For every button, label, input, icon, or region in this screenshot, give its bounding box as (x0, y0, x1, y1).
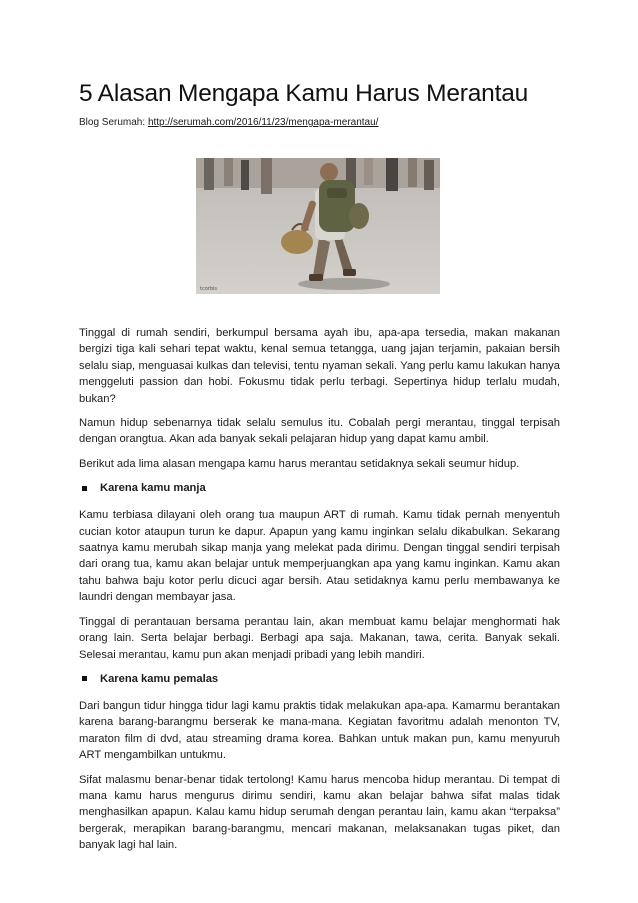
traveler-photo (196, 158, 440, 294)
source-label: Blog Serumah: (79, 117, 148, 128)
article-body (79, 325, 560, 862)
intro-paragraph-2: Namun hidup sebenarnya tidak selalu semulus itu. Cobalah pergi merantau, tinggal terpisah dengan orangtua. Akan ada banyak sekali pelajaran hidup yang dapat kamu ambil. (79, 417, 560, 446)
bullet-square-icon (82, 486, 87, 491)
page-title: 5 Alasan Mengapa Kamu Harus Merantau (79, 80, 529, 107)
section-paragraph: Sifat malasmu benar-benar tidak tertolong! Kamu harus mencoba hidup merantau. Di tempat di mana kamu harus mengurus dirimu sendiri, kamu akan belajar bahwa sifat malas tidak menghasilkan apapun. Kalau kamu hidup serumah dengan perantau lain, kamu akan “terpaksa” bergerak, merapikan barang-barangmu, mencari makanan, melaksanakan tugas piket, dan banyak lagi hal lain. (79, 773, 560, 852)
source-link[interactable]: http://serumah.com/2016/11/23/mengapa-merantau/ (147, 117, 379, 128)
section-heading-label: Karena kamu pemalas (100, 672, 219, 685)
source-line (79, 116, 560, 130)
section-paragraph: Kamu terbiasa dilayani oleh orang tua maupun ART di rumah. Kamu tidak pernah menyentuh cucian kotor ataupun turun ke dapur. Apapun yang kamu inginkan selalu dikabulkan. Sekarang saatnya kamu merubah sikap manja yang melekat pada dirimu. Dengan tinggal sendiri terpisah dari orang tua, kamu akan belajar untuk memperjuangkan apa yang kamu inginkan. Kamu akan tahu bahwa baju kotor perlu dicuci agar bersih. Atau setidaknya kamu perlu membawanya ke laundri dengan membayar jasa. (79, 509, 560, 604)
document-header (79, 78, 560, 130)
section-heading-pemalas (79, 671, 560, 687)
section-paragraph: Dari bangun tidur hingga tidur lagi kamu praktis tidak melakukan apa-apa. Kamarmu berantakan karena barang-barangmu berserak ke mana-mana. Kegiatan favoritmu adalah menonton TV, maraton film di dvd, atau streaming drama korea. Bahkan untuk makan pun, kamu menyuruh ART mengambilkan untukmu. (79, 699, 560, 762)
traveler-illustration (196, 158, 440, 294)
intro-paragraph-3: Berikut ada lima alasan mengapa kamu harus merantau setidaknya sekali seumur hidup. (79, 457, 520, 470)
image-watermark: tcorbis (200, 286, 217, 292)
bullet-square-icon (82, 676, 87, 681)
section-heading-manja (79, 480, 560, 496)
section-paragraph: Tinggal di perantauan bersama perantau lain, akan membuat kamu belajar menghormati hak orang lain. Serta belajar berbagi. Berbagi apa saja. Makanan, tawa, cerita. Banyak sekali. Selesai merantau, kamu pun akan menjadi pribadi yang lebih mandiri. (79, 615, 560, 661)
section-heading-label: Karena kamu manja (100, 482, 206, 495)
intro-paragraph-1: Tinggal di rumah sendiri, berkumpul bersama ayah ibu, apa-apa tersedia, makan makanan bergizi tiga kali sehari tepat waktu, kenal semua tetangga, uang jajan terjamin, pakaian bersih selalu siap, menguasai kulkas dan televisi, tentu nyaman sekali. Yang perlu kamu lakukan hanya menggeluti passion dan hobi. Fokusmu tidak perlu terbagi. Sepertinya hidup terlalu mudah, bukan? (79, 327, 560, 405)
